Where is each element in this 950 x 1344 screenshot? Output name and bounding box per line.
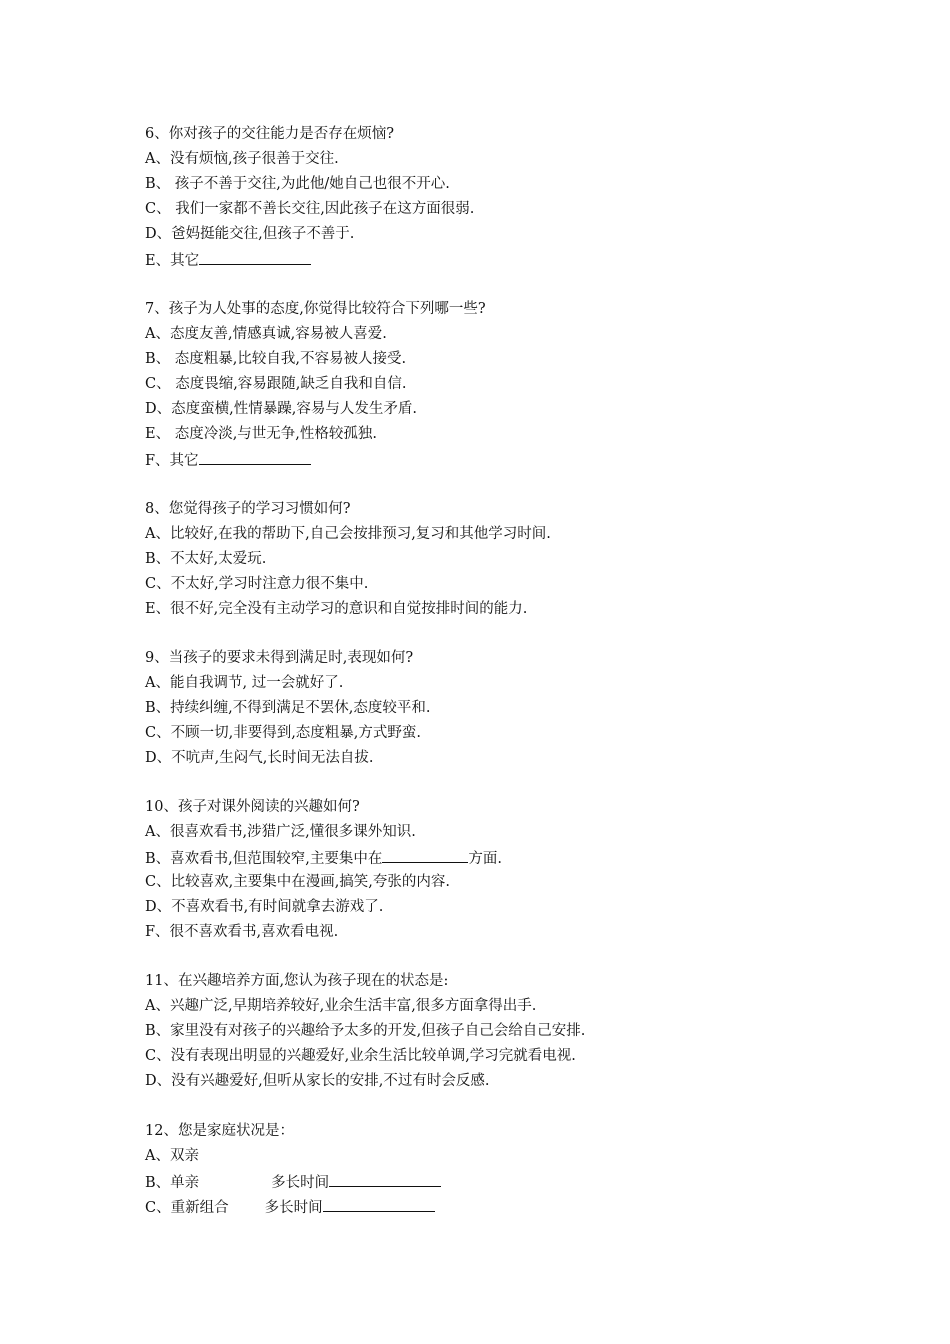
duration-label: 多长时间 — [264, 1200, 323, 1216]
question-11 — [145, 969, 905, 1094]
option-a: A、态度友善,情感真诚,容易被人喜爱. — [145, 326, 387, 342]
option-e-row — [145, 247, 905, 272]
question-8 — [145, 497, 905, 622]
option-b: B、 孩子不善于交往,为此他/她自己也很不开心. — [145, 176, 450, 192]
option-a: A、没有烦恼,孩子很善于交往. — [145, 151, 339, 167]
option-b: B、家里没有对孩子的兴趣给予太多的开发,但孩子自己会给自己安排. — [145, 1023, 586, 1039]
option-b-row — [145, 1169, 905, 1194]
duration-blank[interactable] — [323, 1194, 435, 1212]
fill-in-blank[interactable] — [382, 845, 468, 863]
question-9 — [145, 646, 905, 771]
option-d: D、不吭声,生闷气,长时间无法自拔. — [145, 750, 374, 766]
question-6 — [145, 122, 905, 272]
option-e: E、其它 — [145, 253, 200, 269]
option-a: A、很喜欢看书,涉猎广泛,懂很多课外知识. — [145, 824, 416, 840]
option-b-row — [145, 845, 905, 870]
option-b: B、持续纠缠,不得到满足不罢休,态度较平和. — [145, 700, 431, 716]
option-b: B、 态度粗暴,比较自我,不容易被人接受. — [145, 351, 407, 367]
option-f: F、很不喜欢看书,喜欢看电视. — [145, 924, 339, 940]
question-title: 10、孩子对课外阅读的兴趣如何? — [145, 799, 360, 815]
option-a: A、双亲 — [145, 1148, 199, 1164]
option-c: C、不太好,学习时注意力很不集中. — [145, 576, 369, 592]
option-d: D、不喜欢看书,有时间就拿去游戏了. — [145, 899, 384, 915]
option-c: C、重新组合 — [145, 1200, 229, 1216]
option-a: A、能自我调节, 过一会就好了. — [145, 675, 344, 691]
option-e: E、 态度冷淡,与世无争,性格较孤独. — [145, 426, 378, 442]
duration-blank[interactable] — [329, 1169, 441, 1187]
question-title: 11、在兴趣培养方面,您认为孩子现在的状态是: — [145, 973, 449, 989]
option-d: D、爸妈挺能交往,但孩子不善于. — [145, 226, 355, 242]
option-d: D、没有兴趣爱好,但听从家长的安排,不过有时会反感. — [145, 1073, 490, 1089]
option-b: B、不太好,太爱玩. — [145, 551, 267, 567]
option-c: C、 态度畏缩,容易跟随,缺乏自我和自信. — [145, 376, 407, 392]
question-title: 12、您是家庭状况是： — [145, 1123, 294, 1139]
option-c: C、没有表现出明显的兴趣爱好,业余生活比较单调,学习完就看电视. — [145, 1048, 576, 1064]
question-7 — [145, 297, 905, 472]
fill-in-blank[interactable] — [199, 247, 311, 265]
option-b: B、单亲 — [145, 1175, 200, 1191]
option-c: C、不顾一切,非要得到,态度粗暴,方式野蛮. — [145, 725, 422, 741]
duration-label: 多长时间 — [271, 1175, 330, 1191]
option-f: F、其它 — [145, 453, 199, 469]
question-10 — [145, 795, 905, 945]
option-e: E、很不好,完全没有主动学习的意识和自觉按排时间的能力. — [145, 601, 528, 617]
question-12 — [145, 1119, 905, 1219]
question-title: 9、当孩子的要求未得到满足时,表现如何? — [145, 650, 414, 666]
option-a: A、兴趣广泛,早期培养较好,业余生活丰富,很多方面拿得出手. — [145, 998, 537, 1014]
question-title: 7、孩子为人处事的态度,你觉得比较符合下列哪一些? — [145, 301, 486, 317]
option-b-suffix: 方面. — [468, 851, 502, 867]
option-a: A、比较好,在我的帮助下,自己会按排预习,复习和其他学习时间. — [145, 526, 551, 542]
option-c: C、比较喜欢,主要集中在漫画,搞笑,夸张的内容. — [145, 874, 451, 890]
option-b: B、喜欢看书,但范围较窄,主要集中在 — [145, 851, 383, 867]
option-c-row — [145, 1194, 905, 1219]
question-title: 8、您觉得孩子的学习习惯如何? — [145, 501, 351, 517]
fill-in-blank[interactable] — [199, 447, 311, 465]
option-c: C、 我们一家都不善长交往,因此孩子在这方面很弱. — [145, 201, 475, 217]
option-d: D、态度蛮横,性情暴躁,容易与人发生矛盾. — [145, 401, 417, 417]
question-title: 6、你对孩子的交往能力是否存在烦恼? — [145, 126, 394, 142]
option-f-row — [145, 447, 905, 472]
